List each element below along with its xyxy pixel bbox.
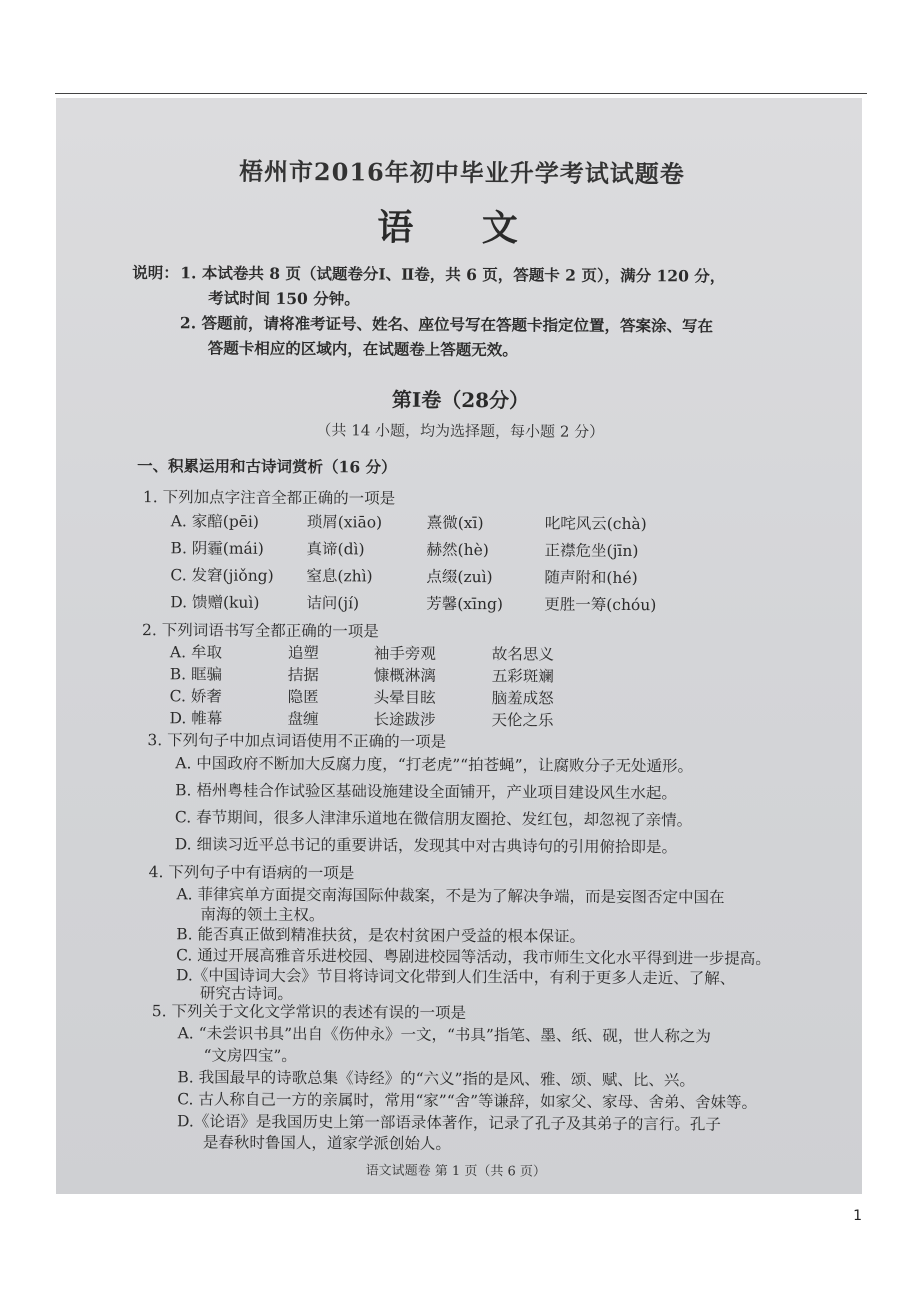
q1-c-3: 点缀(zuì) bbox=[426, 567, 493, 587]
q1-a-4: 叱咤风云(chà) bbox=[544, 514, 647, 534]
q4-option-c: C. 通过开展高雅音乐进校园、粤剧进校园等活动，我市师生文化水平得到进一步提高。 bbox=[176, 946, 771, 968]
q1-d-4: 更胜一筹(chóu) bbox=[544, 595, 657, 615]
q5-option-a-line-1: A. “未尝识书具”出自《伤仲永》一文，“书具”指笔、墨、纸、砚，世人称之为 bbox=[177, 1024, 711, 1046]
q2-b-2: 拮据 bbox=[287, 665, 319, 685]
instruction-1-line-1: 1. 本试卷共 8 页（试题卷分Ⅰ、Ⅱ卷，共 6 页，答题卡 2 页），满分 120 分， bbox=[180, 263, 726, 286]
instruction-1-line-2: 考试时间 150 分钟。 bbox=[208, 288, 360, 309]
q1-b-1: B. 阴霾(mái) bbox=[170, 539, 264, 558]
page-number: 1 bbox=[853, 1208, 862, 1224]
q4-option-d-line-2: 研究古诗词。 bbox=[199, 984, 293, 1003]
q3-stem: 3. 下列句子中加点词语使用不正确的一项是 bbox=[147, 731, 447, 751]
q2-d-4: 天伦之乐 bbox=[491, 711, 554, 730]
subject-title: 语 文 bbox=[377, 206, 546, 250]
part-1-heading: 一、积累运用和古诗词赏析（16 分） bbox=[137, 456, 397, 477]
q1-d-2: 诘问(jí) bbox=[306, 594, 360, 613]
q2-stem: 2. 下列词语书写全都正确的一项是 bbox=[142, 621, 379, 641]
instructions-label: 说明： bbox=[132, 262, 179, 283]
section-title: 第Ⅰ卷（28分） bbox=[391, 387, 530, 413]
q3-option-a: A. 中国政府不断加大反腐力度，“打老虎”“拍苍蝇”，让腐败分子无处遁形。 bbox=[175, 754, 694, 776]
q2-c-3: 头晕目眩 bbox=[373, 688, 436, 707]
q1-b-2: 真谛(dì) bbox=[306, 540, 365, 559]
q1-c-4: 随声附和(hé) bbox=[544, 568, 638, 588]
page-footer: 语文试题卷 第 1 页（共 6 页） bbox=[365, 1163, 546, 1180]
q2-a-1: A. 牟取 bbox=[169, 643, 223, 662]
q5-stem: 5. 下列关于文化文学常识的表述有误的一项是 bbox=[151, 1002, 467, 1023]
q5-option-c: C. 古人称自己一方的亲属时，常用“家”“舍”等谦辞，如家父、家母、舍弟、舍妹等。 bbox=[177, 1090, 758, 1112]
q2-b-3: 慷概淋漓 bbox=[373, 666, 436, 685]
header-rule bbox=[55, 93, 867, 94]
q1-a-1: A. 家醅(pēi) bbox=[170, 512, 260, 531]
q3-option-d: D. 细读习近平总书记的重要讲话，发现其中对古典诗句的引用俯拾即是。 bbox=[174, 835, 678, 857]
exam-page-photo bbox=[56, 98, 862, 1194]
q2-b-1: B. 眶骗 bbox=[169, 665, 223, 684]
section-note: （共 14 小题，均为选择题，每小题 2 分） bbox=[316, 421, 605, 441]
q2-b-4: 五彩斑斓 bbox=[491, 667, 554, 686]
q2-c-1: C. 娇奢 bbox=[169, 687, 222, 706]
q5-option-a-line-2: “文房四宝”。 bbox=[203, 1046, 297, 1066]
q1-a-3: 熹微(xī) bbox=[426, 513, 484, 533]
q1-b-3: 赫然(hè) bbox=[426, 540, 489, 560]
instruction-2-line-1: 2. 答题前，请将准考证号、姓名、座位号写在答题卡指定位置，答案涂、写在 bbox=[179, 313, 714, 336]
q3-option-b: B. 梧州粤桂合作试验区基础设施建设全面铺开，产业项目建设风生水起。 bbox=[175, 781, 677, 803]
q4-option-d-line-1: D.《中国诗词大会》节目将诗词文化带到人们生活中，有利于更多人走近、了解、 bbox=[175, 966, 736, 988]
q4-option-a-line-1: A. 菲律宾单方面提交南海国际仲裁案，不是为了解决争端，而是妄图否定中国在 bbox=[176, 885, 725, 907]
q2-d-1: D. 帷幕 bbox=[169, 709, 223, 728]
q1-a-2: 琐屑(xiāo) bbox=[306, 513, 383, 532]
q5-option-d-line-2: 是春秋时鲁国人，道家学派创始人。 bbox=[202, 1133, 452, 1153]
q1-stem: 1. 下列加点字注音全都正确的一项是 bbox=[142, 488, 396, 508]
q1-d-1: D. 馈赠(kuì) bbox=[170, 593, 260, 612]
q5-option-d-line-1: D.《论语》是我国历史上第一部语录体著作，记录了孔子及其弟子的言行。孔子 bbox=[177, 1112, 721, 1134]
q4-option-a-line-2: 南海的领土主权。 bbox=[200, 905, 325, 925]
q2-d-3: 长途跋涉 bbox=[373, 710, 436, 729]
q2-a-3: 袖手旁观 bbox=[373, 644, 437, 663]
q3-option-c: C. 春节期间，很多人津津乐道地在微信朋友圈抢、发红包，却忽视了亲情。 bbox=[174, 808, 693, 830]
q2-c-4: 脑羞成怒 bbox=[491, 689, 554, 708]
q1-b-4: 正襟危坐(jīn) bbox=[544, 541, 639, 561]
q5-option-b: B. 我国最早的诗歌总集《诗经》的“六义”指的是风、雅、颂、赋、比、兴。 bbox=[177, 1068, 696, 1090]
instruction-2-line-2: 答题卡相应的区域内，在试题卷上答题无效。 bbox=[207, 338, 518, 360]
q1-c-1: C. 发窘(jiǒng) bbox=[170, 566, 274, 585]
q2-c-2: 隐匿 bbox=[287, 687, 319, 707]
q4-stem: 4. 下列句子中有语病的一项是 bbox=[148, 863, 355, 883]
q2-a-2: 追塑 bbox=[287, 643, 320, 663]
q1-d-3: 芳馨(xīng) bbox=[426, 594, 504, 614]
q2-a-4: 故名思义 bbox=[491, 645, 555, 664]
q4-option-b: B. 能否真正做到精准扶贫，是农村贫困户受益的根本保证。 bbox=[176, 925, 586, 946]
exam-title: 梧州市2016年初中毕业升学考试试题卷 bbox=[238, 156, 685, 189]
q1-c-2: 窒息(zhì) bbox=[306, 567, 373, 586]
exam-page-content bbox=[56, 98, 862, 1194]
q2-d-2: 盘缠 bbox=[287, 709, 319, 729]
